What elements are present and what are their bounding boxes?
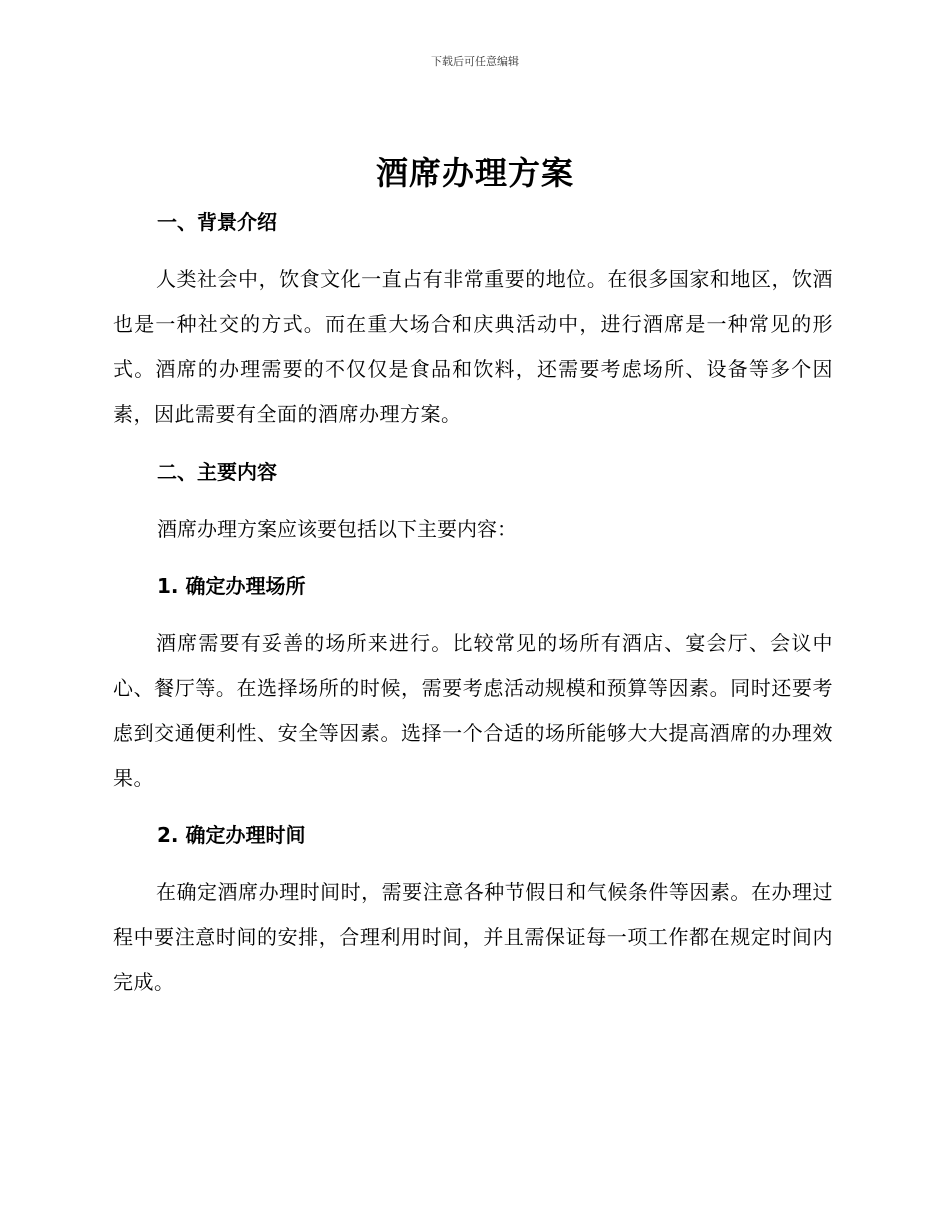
section-heading-main-content: 二、主要内容 xyxy=(157,460,277,484)
header-note: 下载后可任意编辑 xyxy=(431,55,519,68)
paragraph-venue: 酒席需要有妥善的场所来进行。比较常见的场所有酒店、宴会厅、会议中心、餐厅等。在选择场所的时候，需要考虑活动规模和预算等因素。同时还要考虑到交通便利性、安全等因素。选择一个合适的场所能够大大提高酒席的办理效果。 xyxy=(113,631,833,790)
paragraph-time: 在确定酒席办理时间时，需要注意各种节假日和气候条件等因素。在办理过程中要注意时间的安排，合理利用时间，并且需保证每一项工作都在规定时间内完成。 xyxy=(113,880,833,994)
document-title: 酒席办理方案 xyxy=(375,154,574,192)
section-heading-background: 一、背景介绍 xyxy=(157,210,277,234)
paragraph-background: 人类社会中，饮食文化一直占有非常重要的地位。在很多国家和地区，饮酒也是一种社交的方式。而在重大场合和庆典活动中，进行酒席是一种常见的形式。酒席的办理需要的不仅仅是食品和饮料，还需要考虑场所、设备等多个因素，因此需要有全面的酒席办理方案。 xyxy=(113,267,833,426)
item-heading-venue: 1. 确定办理场所 xyxy=(157,574,306,598)
item-heading-time: 2. 确定办理时间 xyxy=(157,823,306,847)
main-content-intro: 酒席办理方案应该要包括以下主要内容： xyxy=(157,517,517,541)
